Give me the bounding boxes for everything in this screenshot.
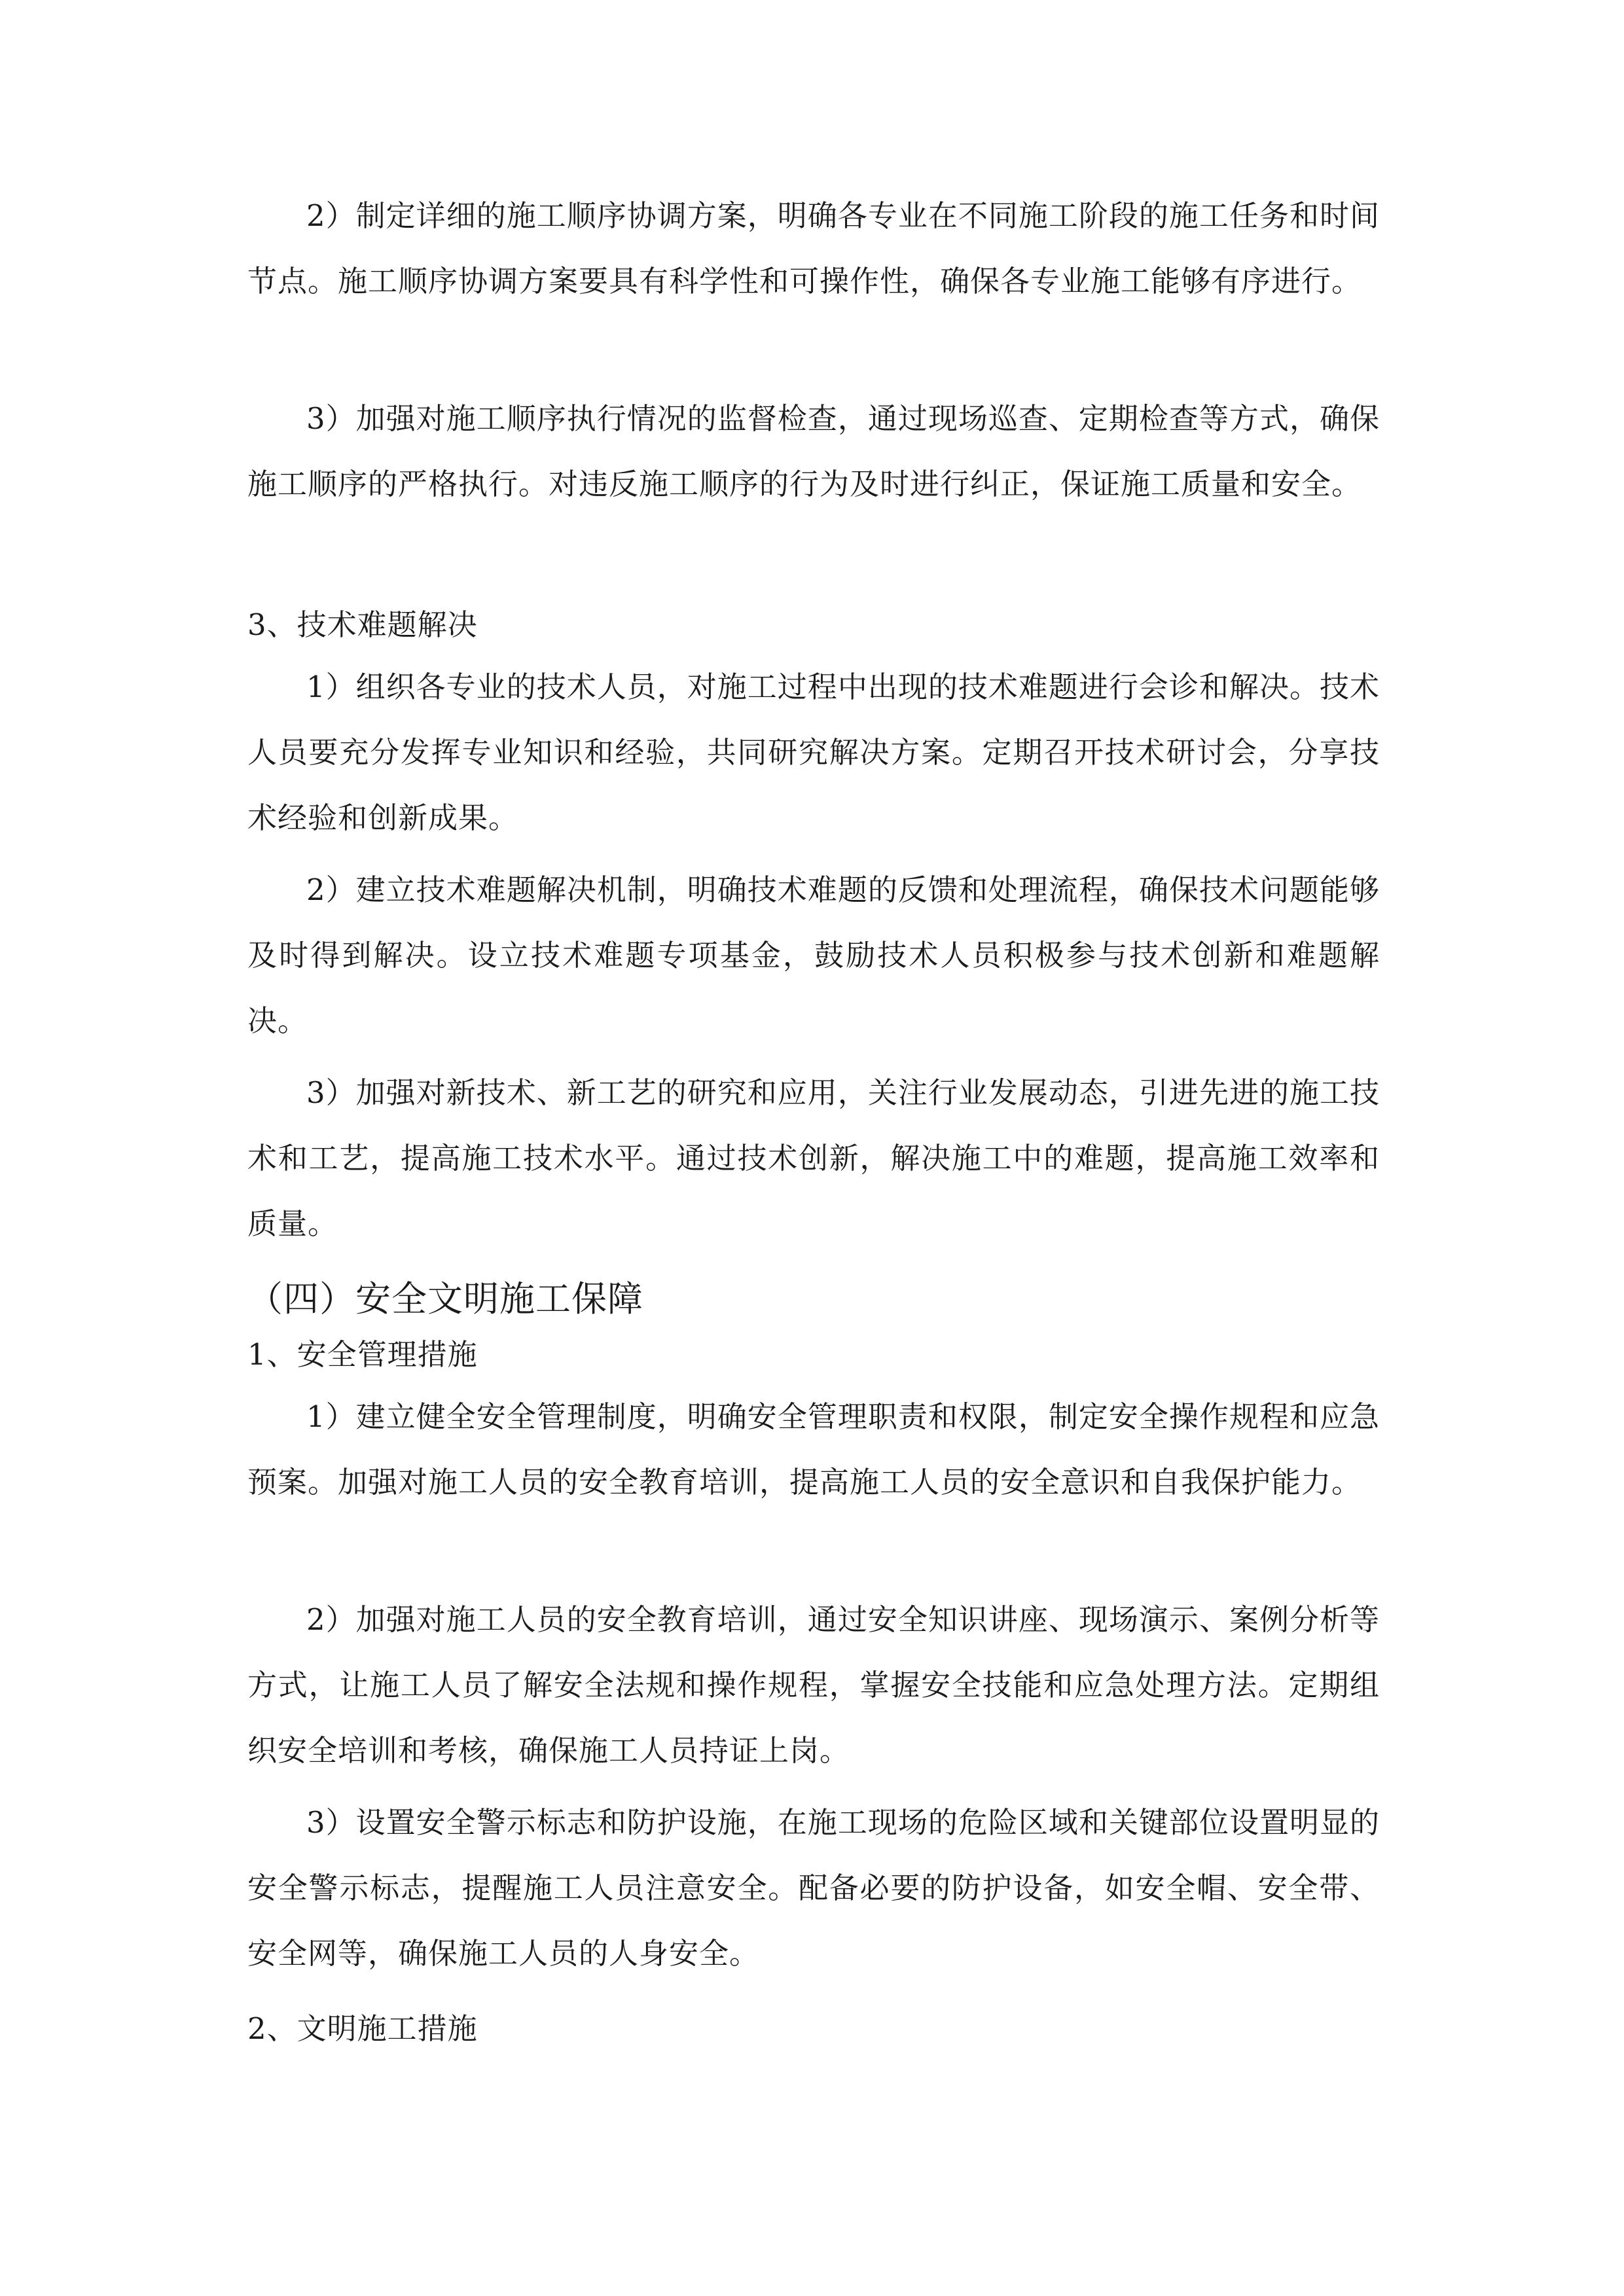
paragraph-sequence-supervision: 3）加强对施工顺序执行情况的监督检查，通过现场巡查、定期检查等方式，确保施工顺序的严格执行。对违反施工顺序的行为及时进行纠正，保证施工质量和安全。: [247, 401, 1380, 501]
paragraph-safety-signs: 3）设置安全警示标志和防护设施，在施工现场的危险区域和关键部位设置明显的安全警示标志，提醒施工人员注意安全。配备必要的防护设备，如安全帽、安全带、安全网等，确保施工人员的人身安全。: [247, 1805, 1380, 1971]
heading-civilized-construction: 2、文明施工措施: [247, 2011, 478, 2046]
section-heading-safety: （四）安全文明施工保障: [247, 1278, 643, 1319]
heading-technical-problems: 3、技术难题解决: [247, 607, 478, 642]
paragraph-safety-training: 2）加强对施工人员的安全教育培训，通过安全知识讲座、现场演示、案例分析等方式，让施工人员了解安全法规和操作规程，掌握安全技能和应急处理方法。定期组织安全培训和考核，确保施工人员持证上岗。: [247, 1602, 1380, 1768]
heading-safety-management: 1、安全管理措施: [247, 1337, 478, 1372]
paragraph-tech-innovation: 3）加强对新技术、新工艺的研究和应用，关注行业发展动态，引进先进的施工技术和工艺，提高施工技术水平。通过技术创新，解决施工中的难题，提高施工效率和质量。: [247, 1075, 1380, 1241]
paragraph-safety-system: 1）建立健全安全管理制度，明确安全管理职责和权限，制定安全操作规程和应急预案。加强对施工人员的安全教育培训，提高施工人员的安全意识和自我保护能力。: [247, 1399, 1380, 1499]
paragraph-tech-mechanism: 2）建立技术难题解决机制，明确技术难题的反馈和处理流程，确保技术问题能够及时得到解决。设立技术难题专项基金，鼓励技术人员积极参与技术创新和难题解决。: [247, 872, 1380, 1038]
paragraph-tech-consultation: 1）组织各专业的技术人员，对施工过程中出现的技术难题进行会诊和解决。技术人员要充分发挥专业知识和经验，共同研究解决方案。定期召开技术研讨会，分享技术经验和创新成果。: [247, 670, 1380, 835]
paragraph-sequence-plan: 2）制定详细的施工顺序协调方案，明确各专业在不同施工阶段的施工任务和时间节点。施工顺序协调方案要具有科学性和可操作性，确保各专业施工能够有序进行。: [247, 198, 1380, 298]
